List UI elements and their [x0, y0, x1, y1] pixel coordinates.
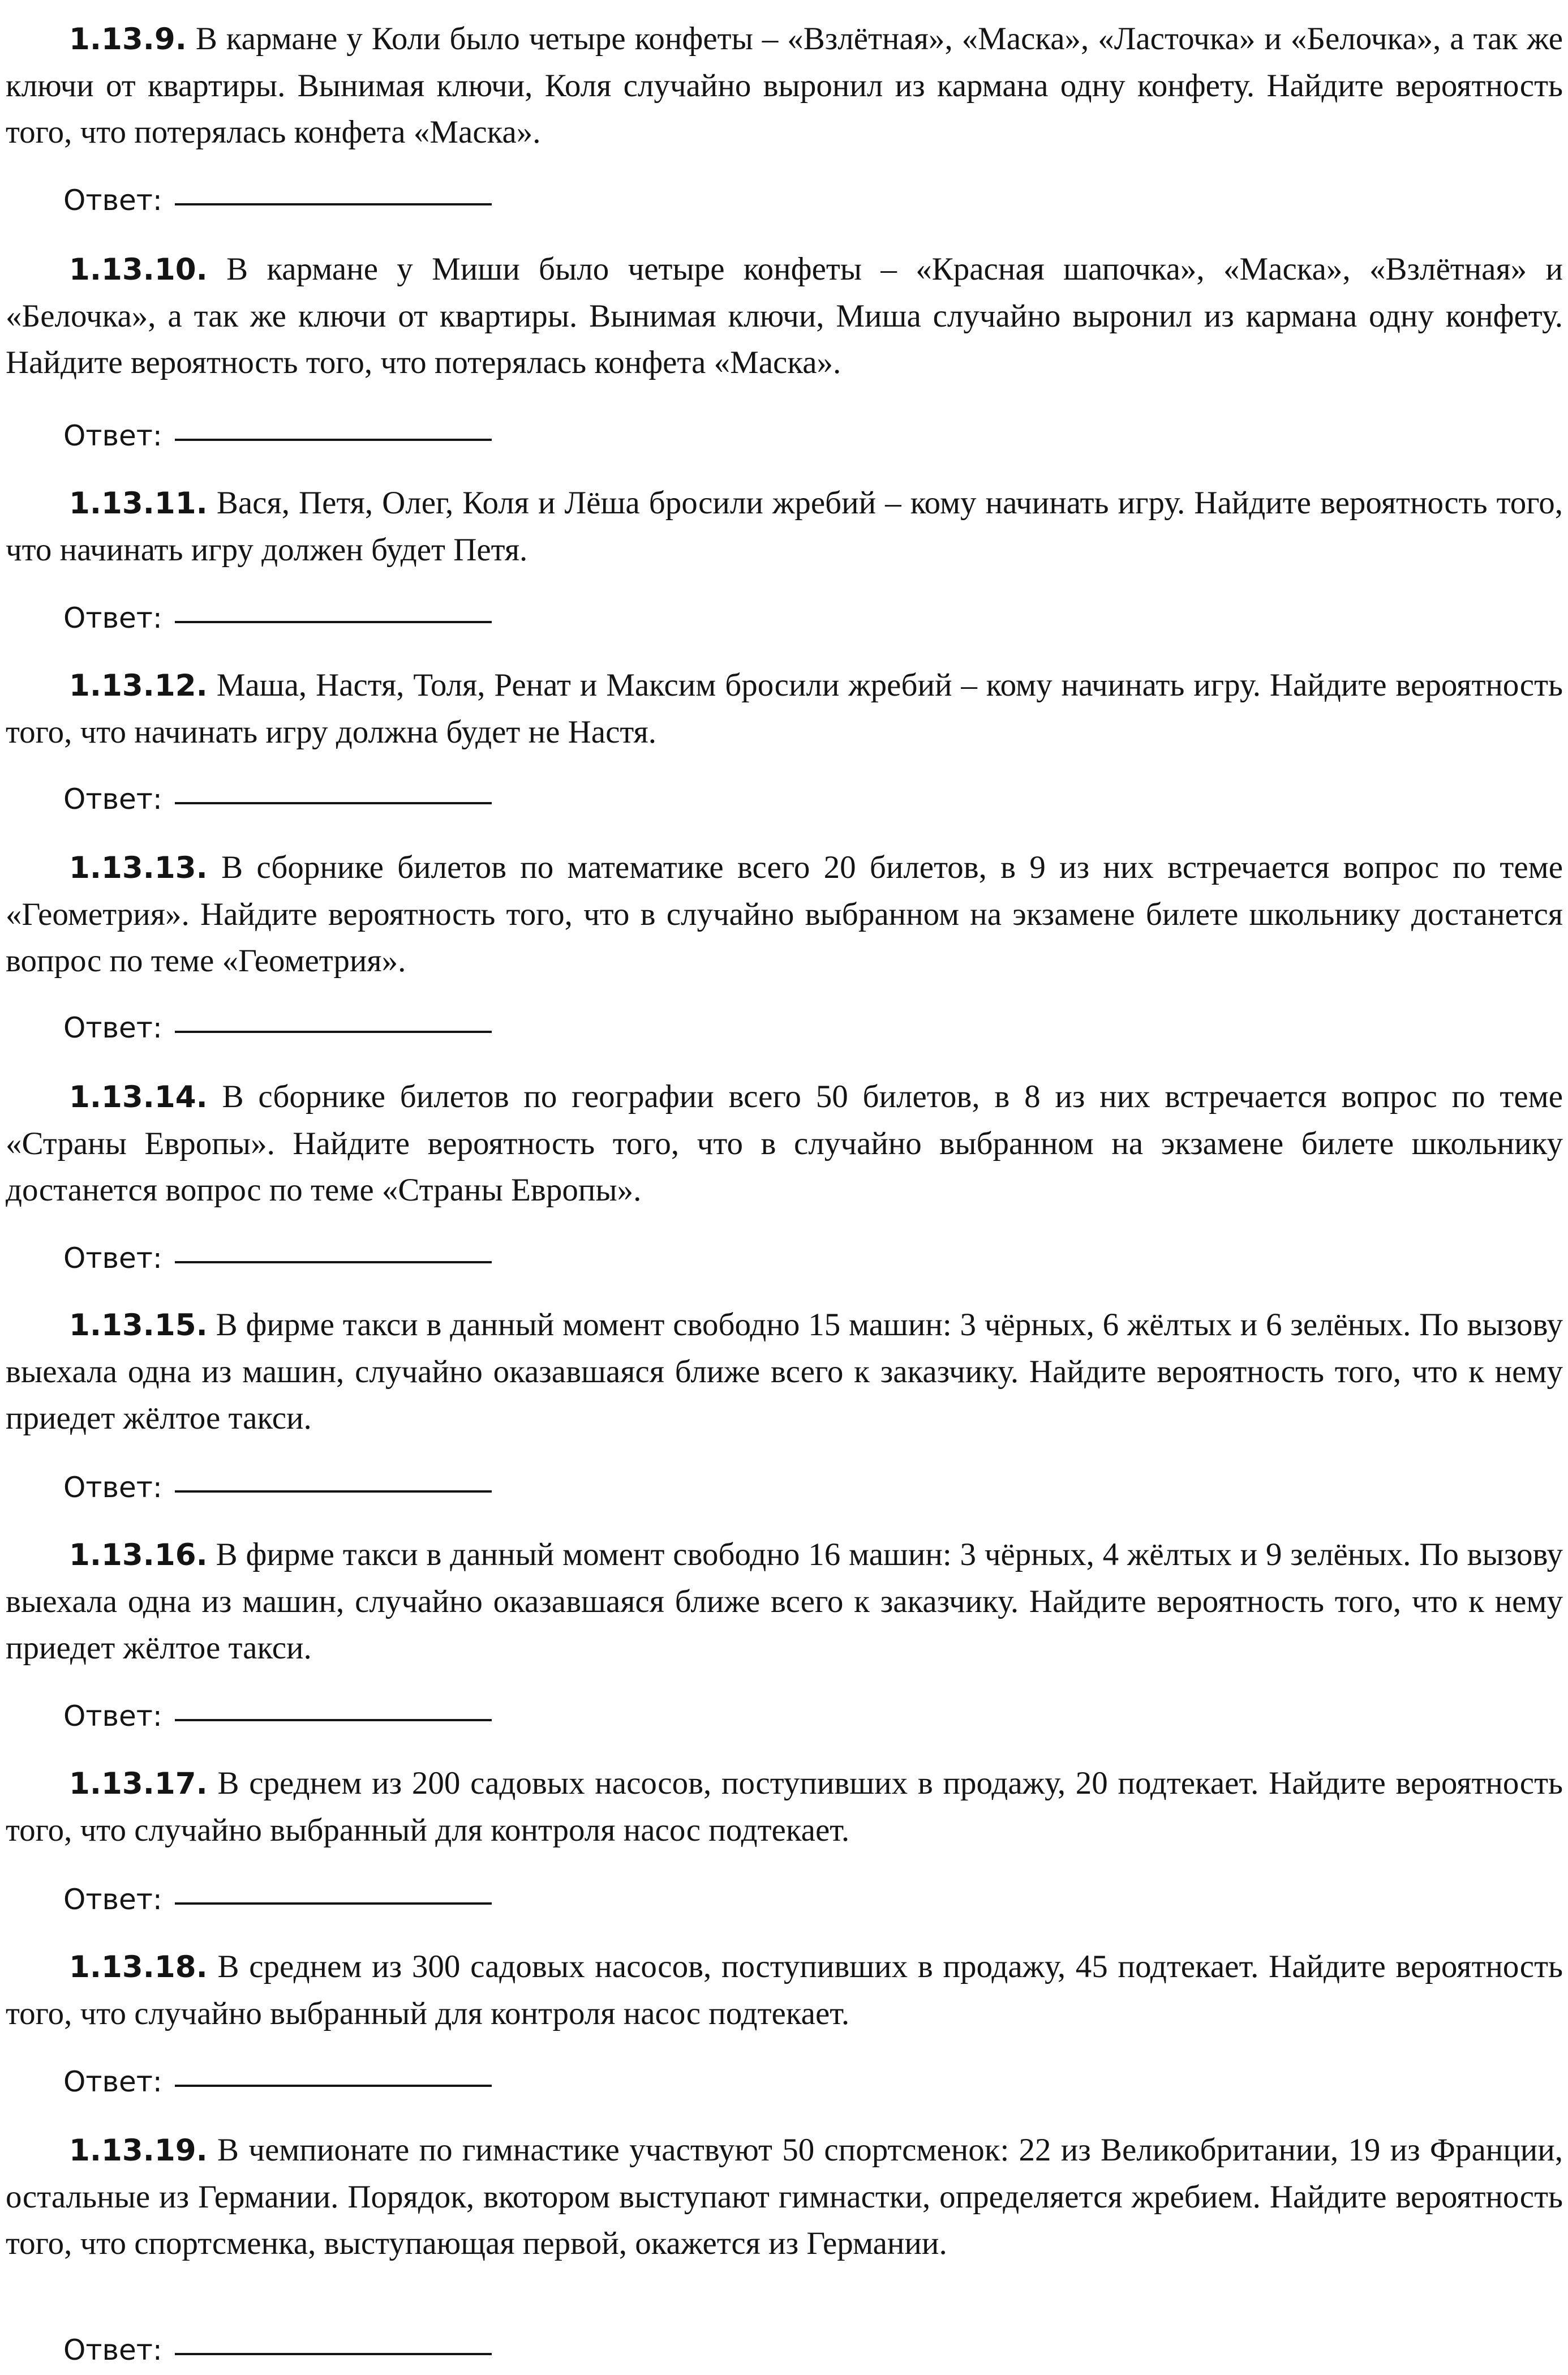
- answer-input-1-13-9[interactable]: [175, 169, 492, 201]
- problem-number: 1.13.13.: [69, 851, 208, 885]
- answer-row-1-13-13: [63, 1011, 492, 1045]
- problem-text: [6, 1074, 1563, 1214]
- answer-row-1-13-19: [63, 2333, 492, 2367]
- problem-statement: В сборнике билетов по географии всего 50 билетов, в 8 из них встречается вопрос по теме «Страны Европы». Найдите вероятность того, что в случайно выбранном на экзамене билете школьнику достанется вопрос по теме «Страны Европы».: [6, 1079, 1563, 1208]
- problem-statement: В среднем из 300 садовых насосов, поступивших в продажу, 45 подтекает. Найдите вероятность того, что случайно выбранный для контроля насос подтекает.: [6, 1949, 1563, 2031]
- answer-line: [175, 1902, 492, 1905]
- answer-input-1-13-18[interactable]: [175, 2051, 492, 2082]
- problem-statement: В кармане у Коли было четыре конфеты – «Взлётная», «Маска», «Ласточка» и «Белочка», а так же ключи от квартиры. Вынимая ключи, Коля случайно выронил из кармана одну конфету. Найдите вероятность того, что потерялась конфета «Маска».: [6, 21, 1563, 150]
- answer-label: Ответ:: [63, 602, 162, 635]
- answer-input-1-13-17[interactable]: [175, 1868, 492, 1900]
- answer-row-1-13-17: [63, 1883, 492, 1917]
- problem-text: [6, 1532, 1563, 1671]
- answer-label: Ответ:: [63, 783, 162, 816]
- problem-1-13-14: [6, 1074, 1563, 1214]
- problem-number: 1.13.17.: [69, 1767, 208, 1801]
- answer-label: Ответ:: [63, 2334, 162, 2367]
- answer-line: [175, 1490, 492, 1493]
- answer-line: [175, 439, 492, 441]
- answer-input-1-13-12[interactable]: [175, 768, 492, 800]
- answer-line: [175, 1031, 492, 1033]
- problem-statement: В среднем из 200 садовых насосов, поступивших в продажу, 20 подтекает. Найдите вероятность того, что случайно выбранный для контроля насос подтекает.: [6, 1765, 1563, 1848]
- problem-1-13-11: [6, 480, 1563, 573]
- answer-row-1-13-16: [63, 1699, 492, 1733]
- answer-label: Ответ:: [63, 184, 162, 217]
- answer-label: Ответ:: [63, 1471, 162, 1504]
- answer-row-1-13-18: [63, 2065, 492, 2099]
- answer-line: [175, 2085, 492, 2087]
- problem-text: [6, 662, 1563, 756]
- problem-number: 1.13.19.: [69, 2133, 208, 2168]
- answer-row-1-13-15: [63, 1471, 492, 1504]
- answer-input-1-13-14[interactable]: [175, 1227, 492, 1259]
- problem-1-13-17: [6, 1760, 1563, 1854]
- answer-label: Ответ:: [63, 1700, 162, 1733]
- problem-1-13-16: [6, 1532, 1563, 1671]
- problem-number: 1.13.9.: [69, 22, 187, 57]
- problem-text: [6, 16, 1563, 156]
- problem-number: 1.13.15.: [69, 1308, 208, 1343]
- problem-number: 1.13.10.: [69, 252, 208, 287]
- answer-line: [175, 802, 492, 804]
- answer-row-1-13-14: [63, 1241, 492, 1275]
- problem-text: [6, 480, 1563, 573]
- answer-input-1-13-13[interactable]: [175, 997, 492, 1028]
- problem-statement: В чемпионате по гимнастике участвуют 50 спортсменок: 22 из Великобритании, 19 из Франции, остальные из Германии. Порядок, вкотором выступают гимнастки, определяется жребием. Найдите вероятность того, что спортсменка, выступающая первой, окажется из Германии.: [6, 2132, 1563, 2261]
- problem-number: 1.13.18.: [69, 1950, 208, 1984]
- answer-label: Ответ:: [63, 2065, 162, 2098]
- problem-statement: Маша, Настя, Толя, Ренат и Максим бросили жребий – кому начинать игру. Найдите вероятность того, что начинать игру должна будет не Настя.: [6, 667, 1563, 750]
- problem-1-13-9: [6, 16, 1563, 156]
- answer-label: Ответ:: [63, 419, 162, 452]
- answer-line: [175, 2353, 492, 2355]
- answer-row-1-13-11: [63, 601, 492, 635]
- answer-input-1-13-11[interactable]: [175, 587, 492, 619]
- problem-number: 1.13.16.: [69, 1538, 208, 1572]
- problem-1-13-15: [6, 1302, 1563, 1442]
- problem-1-13-10: [6, 246, 1563, 386]
- answer-label: Ответ:: [63, 1242, 162, 1275]
- problem-statement: В сборнике билетов по математике всего 20 билетов, в 9 из них встречается вопрос по теме «Геометрия». Найдите вероятность того, что в случайно выбранном на экзамене билете школьнику достанется вопрос по теме «Геометрия».: [6, 850, 1563, 979]
- problem-1-13-19: [6, 2127, 1563, 2267]
- answer-row-1-13-12: [63, 782, 492, 816]
- answer-input-1-13-16[interactable]: [175, 1685, 492, 1717]
- problem-statement: В фирме такси в данный момент свободно 15 машин: 3 чёрных, 6 жёлтых и 6 зелёных. По вызову выехала одна из машин, случайно оказавшаяся ближе всего к заказчику. Найдите вероятность того, что к нему приедет жёлтое такси.: [6, 1307, 1563, 1436]
- problem-statement: Вася, Петя, Олег, Коля и Лёша бросили жребий – кому начинать игру. Найдите вероятность того, что начинать игру должен будет Петя.: [6, 485, 1563, 568]
- answer-label: Ответ:: [63, 1883, 162, 1916]
- problem-text: [6, 1944, 1563, 2037]
- answer-line: [175, 621, 492, 623]
- problem-1-13-12: [6, 662, 1563, 756]
- problem-text: [6, 1760, 1563, 1854]
- problem-text: [6, 1302, 1563, 1442]
- problem-text: [6, 246, 1563, 386]
- answer-row-1-13-10: [63, 419, 492, 453]
- problem-text: [6, 844, 1563, 984]
- problem-text: [6, 2127, 1563, 2267]
- problem-number: 1.13.11.: [69, 486, 208, 521]
- answer-line: [175, 1261, 492, 1263]
- problem-1-13-13: [6, 844, 1563, 984]
- problem-statement: В фирме такси в данный момент свободно 16 машин: 3 чёрных, 4 жёлтых и 9 зелёных. По вызову выехала одна из машин, случайно оказавшаяся ближе всего к заказчику. Найдите вероятность того, что к нему приедет жёлтое такси.: [6, 1537, 1563, 1666]
- answer-label: Ответ:: [63, 1011, 162, 1044]
- answer-line: [175, 1719, 492, 1721]
- answer-input-1-13-15[interactable]: [175, 1456, 492, 1488]
- answer-row-1-13-9: [63, 183, 492, 217]
- answer-input-1-13-10[interactable]: [175, 405, 492, 436]
- problem-number: 1.13.14.: [69, 1080, 208, 1114]
- problem-number: 1.13.12.: [69, 668, 208, 703]
- answer-input-1-13-19[interactable]: [175, 2319, 492, 2351]
- problem-1-13-18: [6, 1944, 1563, 2037]
- problem-statement: В кармане у Миши было четыре конфеты – «Красная шапочка», «Маска», «Взлётная» и «Белочка», а так же ключи от квартиры. Вынимая ключи, Миша случайно выронил из кармана одну конфету. Найдите вероятность того, что потерялась конфета «Маска».: [6, 251, 1563, 380]
- answer-line: [175, 203, 492, 205]
